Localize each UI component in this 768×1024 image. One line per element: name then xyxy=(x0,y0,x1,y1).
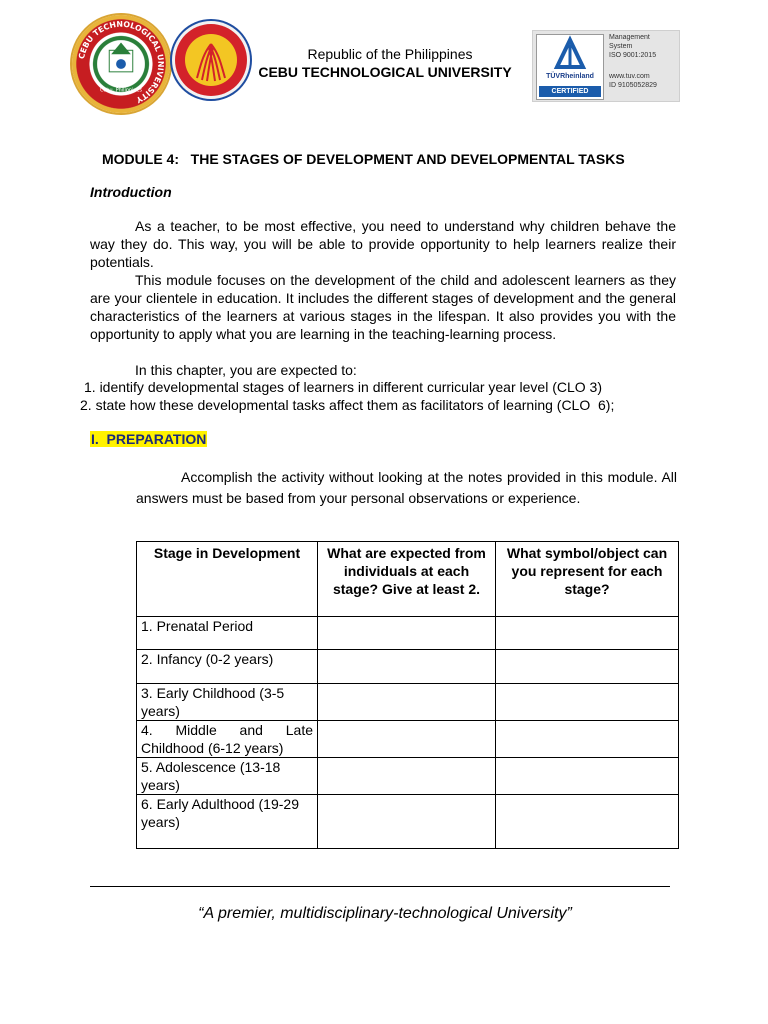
iso-certification-badge xyxy=(532,30,680,102)
intro-paragraph-3: In this chapter, you are expected to: xyxy=(135,362,357,378)
column-header-symbol: What symbol/object can you represent for each stage? xyxy=(496,542,679,617)
table-row xyxy=(137,617,679,650)
table-row xyxy=(137,758,679,795)
symbol-answer-cell[interactable] xyxy=(496,795,679,849)
stage-cell: 3. Early Childhood (3-5 years) xyxy=(137,684,318,721)
footer-divider xyxy=(90,886,670,887)
header-university-name: CEBU TECHNOLOGICAL UNIVERSITY xyxy=(258,64,512,80)
preparation-heading: I. PREPARATION xyxy=(91,431,207,447)
table-row xyxy=(137,795,679,849)
stage-cell: 4. Middle and Late Childhood (6-12 years) xyxy=(137,721,318,758)
cert-id: ID 9105052829 xyxy=(609,82,657,89)
table-row xyxy=(137,721,679,758)
tuv-logo xyxy=(536,34,604,100)
expectations-answer-cell[interactable] xyxy=(318,617,496,650)
university-seal-logo xyxy=(72,15,170,113)
column-header-stage: Stage in Development xyxy=(137,542,318,617)
cert-web: www.tuv.com xyxy=(609,73,650,80)
header-republic: Republic of the Philippines xyxy=(307,46,473,62)
symbol-answer-cell[interactable] xyxy=(496,617,679,650)
symbol-answer-cell[interactable] xyxy=(496,684,679,721)
activity-table xyxy=(136,541,679,849)
asean-logo xyxy=(175,24,247,96)
table-row xyxy=(137,650,679,684)
symbol-answer-cell[interactable] xyxy=(496,650,679,684)
expectations-answer-cell[interactable] xyxy=(318,650,496,684)
tuv-brand: TÜVRheinland xyxy=(546,73,594,80)
stage-cell: 5. Adolescence (13-18 years) xyxy=(137,758,318,795)
intro-paragraph-1: As a teacher, to be most effective, you need to understand why children behave the way they do. This way, you will be able to provide opportunity to help learners realize their potentials. xyxy=(90,218,676,270)
tuv-triangle-icon xyxy=(537,35,603,75)
module-title: MODULE 4: THE STAGES OF DEVELOPMENT AND DEVELOPMENTAL TASKS xyxy=(102,151,625,167)
cert-line: System xyxy=(609,43,633,50)
tuv-certified-label: CERTIFIED xyxy=(539,86,601,97)
objective-item: 1. identify developmental stages of learners in different curricular year level (CLO 3) xyxy=(84,379,602,395)
table-header-row xyxy=(137,542,679,617)
symbol-answer-cell[interactable] xyxy=(496,758,679,795)
intro-paragraph-2: This module focuses on the development of the child and adolescent learners as they are your clientele in education. It includes the different stages of development and the general characteristics of the learners at various stages in the lifespan. It also provides you with the opportunity to apply what you are learning in the teaching-learning process. xyxy=(90,272,676,342)
introduction-heading: Introduction xyxy=(90,184,172,200)
cert-line: Management xyxy=(609,34,650,41)
expectations-answer-cell[interactable] xyxy=(318,684,496,721)
expectations-answer-cell[interactable] xyxy=(318,758,496,795)
cert-line: ISO 9001:2015 xyxy=(609,52,657,59)
column-header-expectations: What are expected from individuals at each stage? Give at least 2. xyxy=(318,542,496,617)
seal-location: Cebu, Philippines xyxy=(99,87,143,94)
footer-tagline: “A premier, multidisciplinary-technological University” xyxy=(198,905,572,922)
certification-text xyxy=(609,33,675,90)
objective-item: 2. state how these developmental tasks affect them as facilitators of learning (CLO 6); xyxy=(80,397,615,413)
table-row xyxy=(137,684,679,721)
symbol-answer-cell[interactable] xyxy=(496,721,679,758)
stage-cell: 6. Early Adulthood (19-29 years) xyxy=(137,795,318,849)
preparation-instructions: Accomplish the activity without looking at the notes provided in this module. All answers must be based from your personal observations or experience. xyxy=(136,469,677,506)
stage-cell: 2. Infancy (0-2 years) xyxy=(137,650,318,684)
stage-cell: 1. Prenatal Period xyxy=(137,617,318,650)
expectations-answer-cell[interactable] xyxy=(318,721,496,758)
seal-text: CEBU TECHNOLOGICAL UNIVERSITY xyxy=(77,19,166,105)
expectations-answer-cell[interactable] xyxy=(318,795,496,849)
